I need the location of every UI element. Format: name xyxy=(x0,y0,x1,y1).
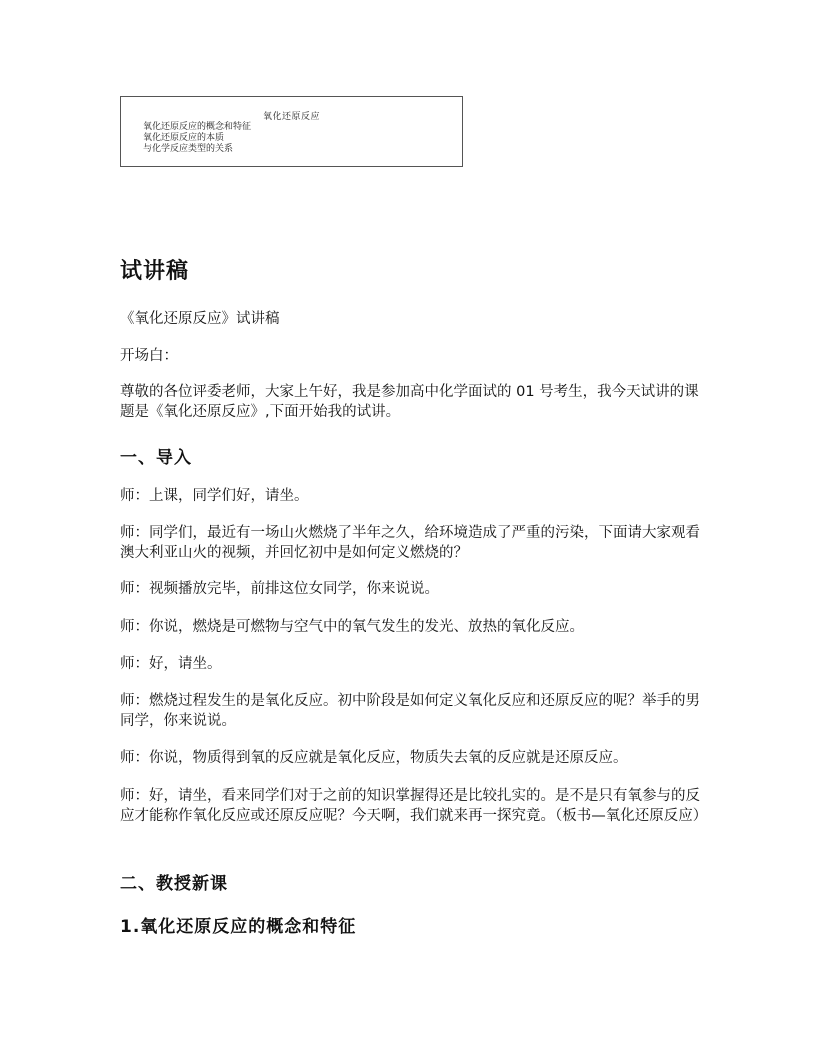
section-heading-introduction: 一、导入 xyxy=(120,448,192,468)
paragraph: 师：燃烧过程发生的是氧化反应。初中阶段是如何定义氧化反应和还原反应的呢？举手的男同学，你来说说。 xyxy=(120,693,700,729)
board-line: 与化学反应类型的关系 xyxy=(143,144,234,154)
paragraph: 师：同学们，最近有一场山火燃烧了半年之久，给环境造成了严重的污染，下面请大家观看澳大利亚山火的视频，并回忆初中是如何定义燃烧的？ xyxy=(120,525,700,561)
paragraph: 师：好，请坐。 xyxy=(120,656,222,672)
opening-paragraph: 尊敬的各位评委老师，大家上午好，我是参加高中化学面试的 01 号考生，我今天试讲的课题是《氧化还原反应》,下面开始我的试讲。 xyxy=(120,384,699,420)
opening-label: 开场白： xyxy=(120,348,178,364)
paragraph: 师：好，请坐，看来同学们对于之前的知识掌握得还是比较扎实的。是不是只有氧参与的反应才能称作氧化反应或还原反应呢？今天啊，我们就来再一探究竟。（板书—氧化还原反应） xyxy=(120,788,708,824)
paragraph: 师：视频播放完毕，前排这位女同学，你来说说。 xyxy=(120,581,439,597)
board-title: 氧化还原反应 xyxy=(262,112,320,122)
board-line: 氧化还原反应的本质 xyxy=(143,133,225,143)
section-heading-new-lesson: 二、教授新课 xyxy=(120,874,228,894)
paragraph: 师：上课，同学们好，请坐。 xyxy=(120,488,309,504)
paragraph: 师：你说，燃烧是可燃物与空气中的氧气发生的发光、放热的氧化反应。 xyxy=(120,619,584,635)
subsection-heading: 1.氧化还原反应的概念和特征 xyxy=(120,917,357,937)
board-line: 氧化还原反应的概念和特征 xyxy=(143,122,252,132)
document-title: 试讲稿 xyxy=(120,259,190,284)
paragraph: 师：你说，物质得到氧的反应就是氧化反应，物质失去氧的反应就是还原反应。 xyxy=(120,750,628,766)
board-lines xyxy=(143,122,251,155)
blackboard-design-box xyxy=(120,96,463,167)
lecture-subtitle: 《氧化还原反应》试讲稿 xyxy=(120,311,280,327)
